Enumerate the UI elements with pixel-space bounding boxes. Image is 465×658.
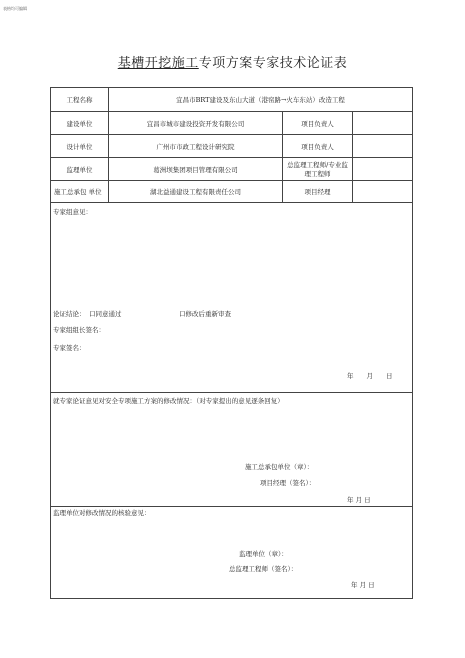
verify-date: 年 月 日 bbox=[351, 581, 375, 589]
page-tag: 表格均可编辑 bbox=[3, 6, 27, 11]
form-table bbox=[50, 87, 413, 599]
supervisor-stamp-label: 监理单位（章）： bbox=[239, 550, 288, 558]
designer-label: 设计单位 bbox=[51, 135, 109, 158]
supervisor-label: 监理单位 bbox=[51, 158, 109, 181]
expert-opinion-label: 专家组意见： bbox=[53, 208, 92, 216]
revision-label: 就专家论证意见对安全专项施工方案的修改情况：（对专家提出的意见逐条回复） bbox=[53, 397, 284, 405]
verify-section[interactable] bbox=[51, 507, 413, 599]
contractor-manager-value[interactable] bbox=[353, 181, 413, 203]
contractor-value[interactable]: 湖北益通建设工程有限责任公司 bbox=[109, 181, 283, 203]
option-revise-checkbox[interactable]: 口修改后重新审查 bbox=[179, 310, 231, 318]
contractor-stamp-label: 施工总承包单位（章）： bbox=[245, 463, 314, 471]
contractor-manager-label: 项目经理 bbox=[283, 181, 353, 203]
supervisor-engineer-value[interactable] bbox=[353, 158, 413, 181]
project-name-value[interactable]: 宜昌市BRT建设及东山大道（港窑路→火车东站）改造工程 bbox=[109, 88, 413, 112]
expert-sign-label: 专家签名： bbox=[53, 344, 86, 352]
verify-label: 监理单位对修改情况的核验意见： bbox=[53, 509, 151, 517]
conclusion-label: 论证结论： bbox=[53, 310, 86, 318]
expert-opinion-section[interactable] bbox=[51, 203, 413, 393]
supervisor-value[interactable]: 葛洲坝集团项目管理有限公司 bbox=[109, 158, 283, 181]
document-title bbox=[0, 52, 465, 71]
designer-lead-value[interactable] bbox=[353, 135, 413, 158]
contractor-label: 施工总承包 单位 bbox=[51, 181, 109, 203]
designer-lead-label: 项目负责人 bbox=[283, 135, 353, 158]
expert-date: 年 月 日 bbox=[347, 372, 393, 380]
manager-sign-label: 项目经理（签名）： bbox=[260, 479, 316, 487]
builder-lead-value[interactable] bbox=[353, 112, 413, 135]
builder-label: 建设单位 bbox=[51, 112, 109, 135]
leader-sign-label: 专家组组长签名： bbox=[53, 326, 105, 334]
option-pass-checkbox[interactable]: 口同意通过 bbox=[89, 310, 122, 318]
designer-value[interactable]: 广州市市政工程设计研究院 bbox=[109, 135, 283, 158]
builder-value[interactable]: 宜昌市城市建设投资开发有限公司 bbox=[109, 112, 283, 135]
project-name-label: 工程名称 bbox=[51, 88, 109, 112]
revision-section[interactable] bbox=[51, 393, 413, 507]
supervisor-engineer-label: 总监理工程师/专业监理工程师 bbox=[283, 158, 353, 181]
title-underlined: 基槽开挖施工 bbox=[117, 56, 199, 71]
revision-date: 年 月 日 bbox=[347, 496, 371, 504]
title-rest: 专项方案专家技术论证表 bbox=[198, 56, 348, 71]
builder-lead-label: 项目负责人 bbox=[283, 112, 353, 135]
chief-sign-label: 总监理工程师（签名）： bbox=[229, 565, 298, 573]
